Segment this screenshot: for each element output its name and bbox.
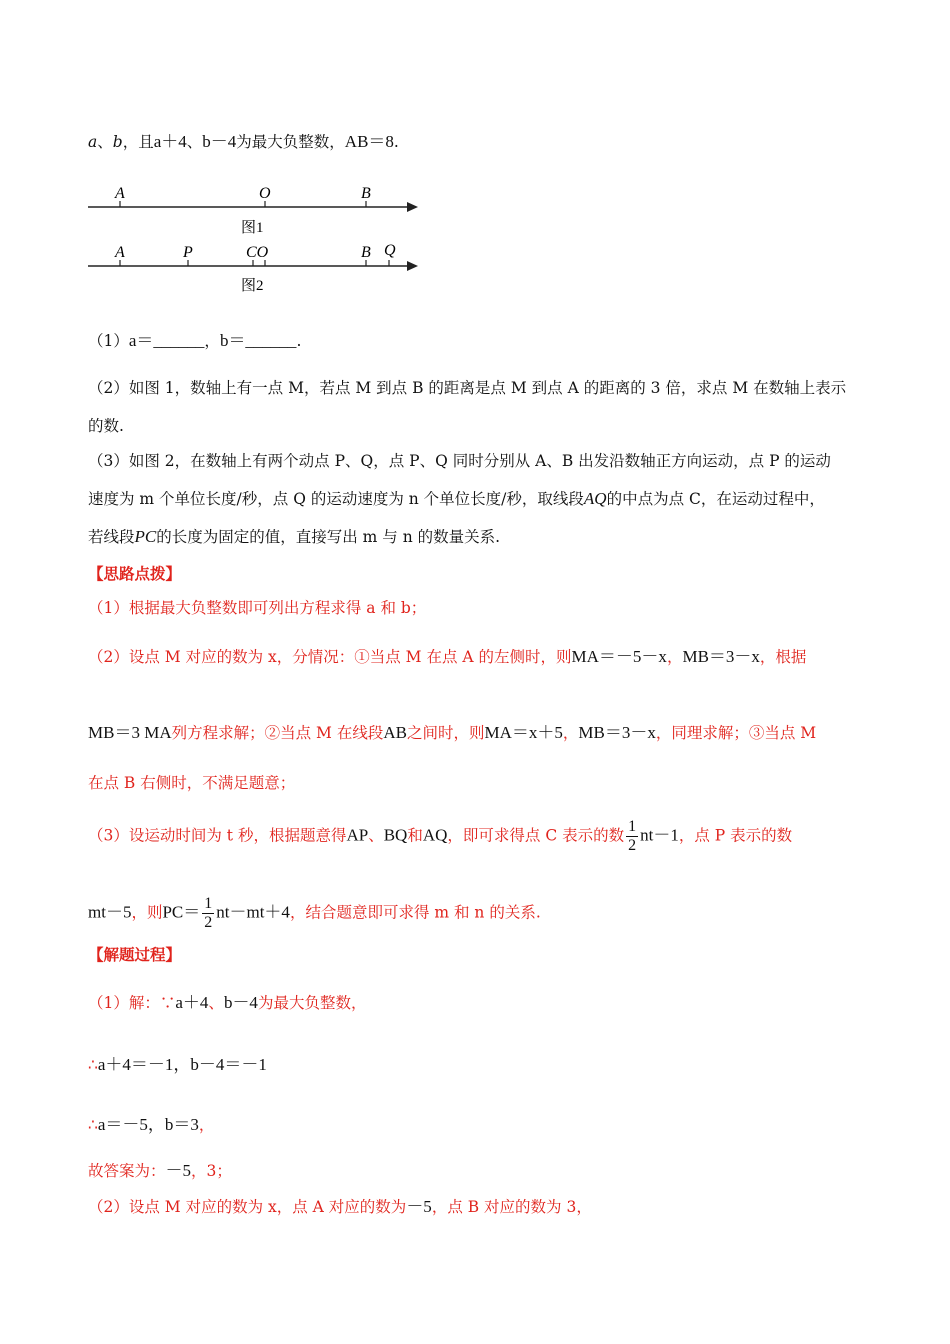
- var-b: b: [112, 133, 123, 151]
- fig2-label-b: B: [361, 244, 371, 261]
- hint-2: [88, 646, 806, 668]
- problem-intro: [88, 131, 399, 153]
- solution-1: [88, 992, 366, 1014]
- text: ，同理求解；③当点 M: [655, 724, 817, 742]
- text: ，点 P 表示的数: [678, 826, 793, 845]
- text: .: [393, 133, 399, 151]
- text: （2）设点 M 对应的数为 x，分情况：①当点 M 在点 A 的左侧时，则: [88, 648, 572, 666]
- expr-a-plus-4: a＋4: [175, 993, 209, 1012]
- value-neg5: －5: [406, 1197, 432, 1216]
- text: （1）解：∵: [88, 994, 176, 1012]
- therefore: ∴: [88, 1116, 98, 1134]
- fraction-half: [202, 895, 214, 932]
- expr-pc-value: nt－mt＋4: [216, 902, 290, 922]
- expr-result: a＝－5，b＝3: [97, 1115, 199, 1134]
- sep: 、: [208, 994, 224, 1012]
- question-3-line-3: [88, 526, 500, 548]
- text: （3）设运动时间为 t 秒，根据题意得: [88, 826, 347, 845]
- text: 速度为 m 个单位长度/秒，点 Q 的运动速度为 n 个单位长度/秒，取线段: [88, 490, 584, 508]
- fig1-label-o: O: [259, 185, 271, 202]
- text: ，点 B 对应的数为 3，: [431, 1198, 592, 1216]
- expr-ap: AP: [346, 825, 369, 845]
- fig2-label-co: CO: [246, 244, 269, 261]
- therefore: ∴: [88, 1056, 98, 1074]
- sep: ，: [666, 648, 683, 666]
- sep: ，: [562, 724, 579, 742]
- text: ，根据: [759, 648, 807, 666]
- expr-ab-8: AB＝8: [344, 132, 394, 151]
- text: 为最大负整数，: [257, 994, 367, 1012]
- var-a: a: [88, 133, 98, 151]
- expr-aq: AQ: [583, 489, 607, 508]
- hint-3: [88, 722, 816, 744]
- text: 和: [407, 826, 423, 845]
- q1-blank-b: b＝______: [219, 331, 297, 350]
- text: 为最大负整数，: [236, 133, 345, 151]
- text: （2）设点 M 对应的数为 x，点 A 对应的数为: [88, 1198, 407, 1216]
- fraction-numerator: 1: [204, 895, 213, 912]
- expr-a-plus-4: a＋4: [153, 132, 187, 151]
- hint-5: [88, 818, 792, 855]
- sep: 、: [368, 826, 384, 845]
- hint-1: （1）根据最大负整数即可列出方程求得 a 和 b；: [88, 599, 427, 617]
- fig2-label-q: Q: [384, 242, 396, 259]
- answer-a: －5: [165, 1161, 192, 1180]
- q1-number: （1）: [88, 332, 129, 350]
- expr-mb: MB＝3－x: [682, 647, 760, 666]
- fig1-label-a: A: [115, 185, 125, 202]
- expr-ma: MA＝x＋5: [484, 723, 563, 742]
- text: ，且: [122, 133, 154, 151]
- fig2-label-p: P: [183, 244, 193, 261]
- fraction-numerator: 1: [628, 818, 637, 835]
- text: ，3；: [191, 1162, 232, 1180]
- fig1-caption: 图1: [241, 220, 264, 236]
- expr-mt-5: mt－5: [88, 902, 132, 922]
- sep: 、: [186, 133, 203, 151]
- number-line-figures: [85, 180, 430, 300]
- text: ，即可求得点 C 表示的数: [447, 826, 625, 845]
- text: 的长度为固定的值，直接写出 m 与 n 的数量关系.: [156, 528, 501, 546]
- question-1: [88, 330, 301, 352]
- text: 的中点为点 C，在运动过程中，: [606, 490, 825, 508]
- question-2-line-1: （2）如图 1，数轴上有一点 M，若点 M 到点 B 的距离是点 M 到点 A 的距离的 3 倍，求点 M 在数轴上表示: [88, 379, 847, 397]
- fig2-arrow: [407, 261, 418, 271]
- expr-pc: PC＝: [162, 902, 201, 922]
- expr-pc: PC: [134, 527, 157, 546]
- expr-bq: BQ: [383, 825, 408, 845]
- text: .: [296, 332, 302, 350]
- fig1-label-b: B: [361, 185, 371, 202]
- expr-b-minus-4: b－4: [202, 132, 237, 151]
- text: 列方程求解；②当点 M 在线段: [171, 724, 384, 742]
- solution-5: [88, 1196, 592, 1218]
- sep: ，: [198, 1116, 215, 1134]
- fig2-caption: 图2: [241, 278, 264, 294]
- hint-4: 在点 B 右侧时，不满足题意；: [88, 774, 296, 792]
- fraction-denominator: 2: [204, 914, 213, 931]
- sep: ，: [204, 332, 220, 350]
- fig2-label-a: A: [115, 244, 125, 261]
- question-2-line-2: 的数.: [88, 417, 124, 435]
- expr-b-minus-4: b－4: [223, 993, 258, 1012]
- q1-blank-a: a＝______: [128, 331, 205, 350]
- solution-3: [88, 1114, 214, 1136]
- text: 若线段: [88, 528, 135, 546]
- expr-mb-3ma: MB＝3 MA: [88, 723, 172, 742]
- solution-2: [88, 1054, 267, 1076]
- solution-4: [88, 1160, 232, 1182]
- question-3-line-1: （3）如图 2，在数轴上有两个动点 P、Q，点 P、Q 同时分别从 A、B 出发沿数轴正方向运动，点 P 的运动: [88, 452, 831, 470]
- expr-ma: MA＝－5－x: [571, 647, 667, 666]
- expr-nt-1: nt－1: [640, 825, 679, 845]
- text: ，则: [131, 903, 163, 922]
- expr-equations: a＋4＝－1，b－4＝－1: [97, 1055, 267, 1074]
- sep: 、: [97, 133, 113, 151]
- hint-6: [88, 895, 541, 932]
- text: ，结合题意即可求得 m 和 n 的关系.: [289, 903, 541, 922]
- hint-title: 【思路点拨】: [88, 564, 182, 583]
- fraction-denominator: 2: [628, 837, 637, 854]
- text: 之间时，则: [406, 724, 485, 742]
- text: 故答案为：: [88, 1162, 166, 1180]
- fraction-half: [626, 818, 638, 855]
- expr-ab: AB: [383, 723, 407, 742]
- fig1-arrow: [407, 202, 418, 212]
- expr-mb: MB＝3－x: [578, 723, 656, 742]
- solution-title: 【解题过程】: [88, 945, 182, 964]
- question-3-line-2: [88, 488, 825, 510]
- expr-aq: AQ: [422, 825, 448, 845]
